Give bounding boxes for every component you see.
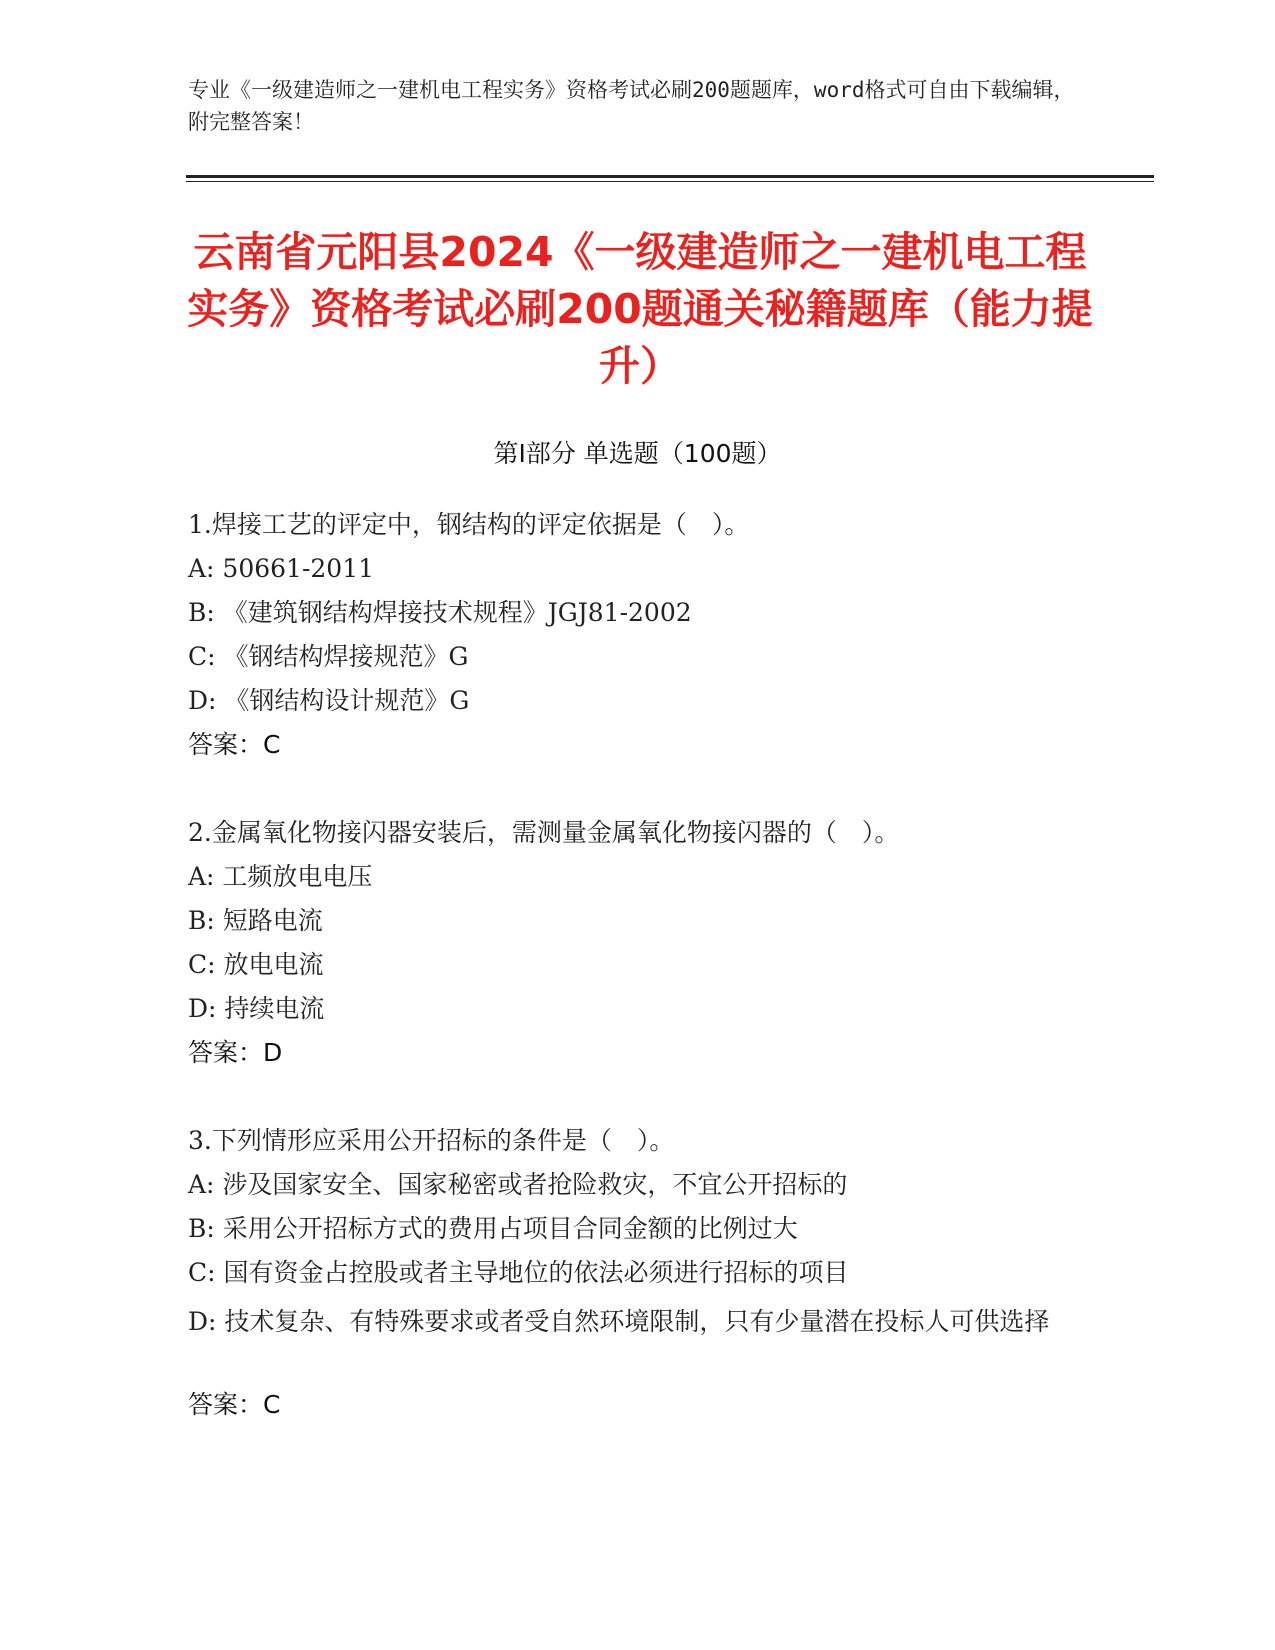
question-option: B: 《建筑钢结构焊接技术规程》JGJ81-2002 xyxy=(188,598,692,627)
question-stem: 1.焊接工艺的评定中，钢结构的评定依据是（ ）。 xyxy=(188,510,750,539)
question-stem: 2.金属氧化物接闪器安装后，需测量金属氧化物接闪器的（ ）。 xyxy=(188,818,900,847)
question-answer: 答案：C xyxy=(188,730,281,759)
document-title: 云南省元阳县2024《一级建造师之一建机电工程实务》资格考试必刷200题通关秘籍题库（能力提升） xyxy=(187,228,1093,390)
question-option: A: 工频放电电压 xyxy=(188,862,373,891)
header-note: 专业《一级建造师之一建机电工程实务》资格考试必刷200题题库，word格式可自由下载编辑，附完整答案！ xyxy=(188,78,1075,134)
question-answer: 答案：C xyxy=(188,1390,281,1419)
header-rule-thin xyxy=(186,181,1154,182)
question-option: C: 《钢结构焊接规范》G xyxy=(188,642,469,671)
question-option: D: 《钢结构设计规范》G xyxy=(188,686,470,715)
question-option: C: 国有资金占控股或者主导地位的依法必须进行招标的项目 xyxy=(188,1258,849,1287)
question-option: A: 涉及国家安全、国家秘密或者抢险救灾，不宜公开招标的 xyxy=(188,1170,848,1199)
header-rule-thick xyxy=(186,175,1154,178)
question-option: D: 技术复杂、有特殊要求或者受自然环境限制，只有少量潜在投标人可供选择 xyxy=(188,1307,1050,1336)
question-option: C: 放电电流 xyxy=(188,950,324,979)
section-title: 第Ⅰ部分 单选题（100题） xyxy=(493,439,782,468)
question-option: B: 短路电流 xyxy=(188,906,323,935)
question-option: A: 50661-2011 xyxy=(188,554,375,583)
question-stem: 3.下列情形应采用公开招标的条件是（ ）。 xyxy=(188,1126,675,1155)
question-option: D: 持续电流 xyxy=(188,994,325,1023)
question-answer: 答案：D xyxy=(188,1038,283,1067)
question-option: B: 采用公开招标方式的费用占项目合同金额的比例过大 xyxy=(188,1214,798,1243)
